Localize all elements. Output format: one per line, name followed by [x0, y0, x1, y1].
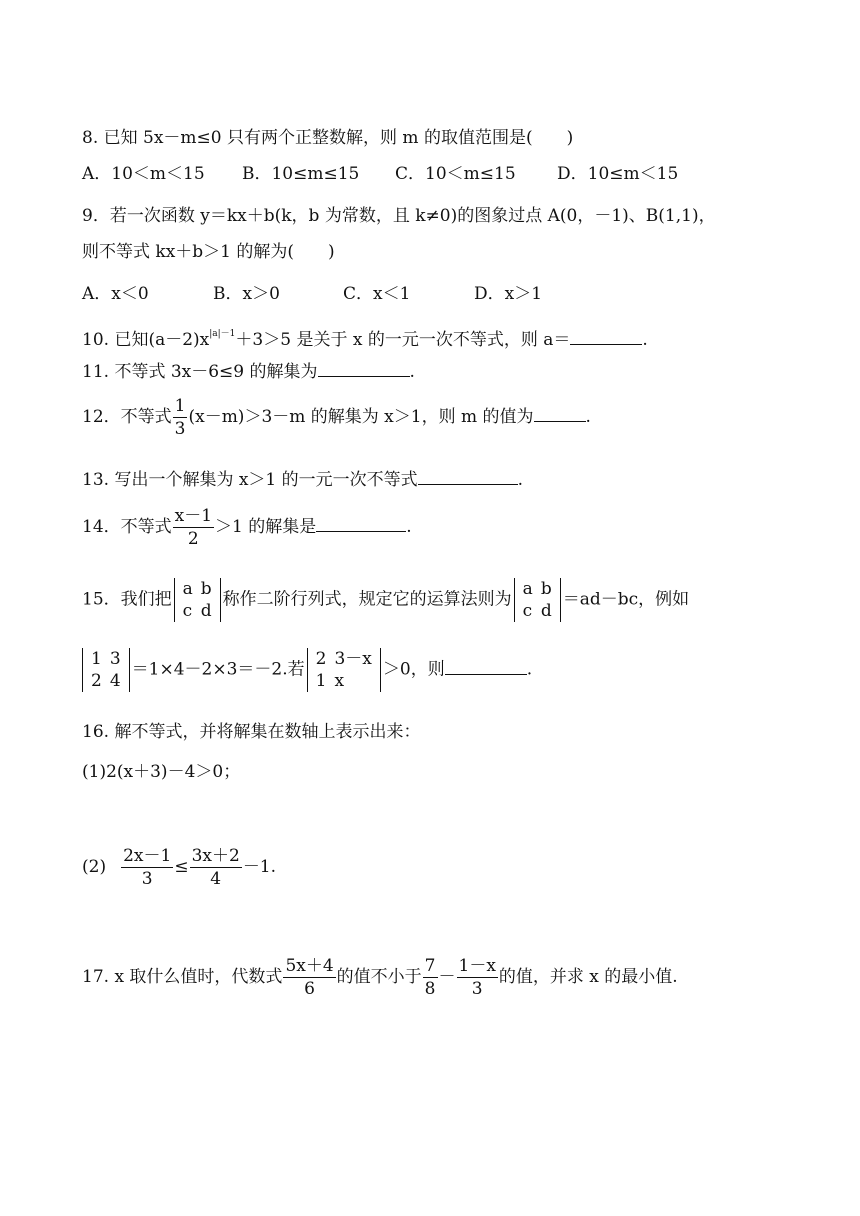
- q16-part1-text: (1)2(x＋3)－4＞0；: [82, 762, 241, 782]
- q14-answer-blank[interactable]: [316, 513, 406, 532]
- q17-fraction-1: [283, 956, 335, 999]
- q14-fraction-numerator: x－1: [174, 506, 213, 526]
- q17-fraction-1-numerator: 5x＋4: [285, 956, 334, 976]
- question-13: [82, 466, 523, 492]
- q12-post: (x－m)＞3－m 的解集为 x＞1，则 m 的值为: [188, 407, 534, 427]
- q11-answer-blank[interactable]: [318, 358, 410, 377]
- det1-c: c: [182, 601, 193, 621]
- q14-end: .: [406, 517, 412, 537]
- det1-a: a: [182, 579, 193, 599]
- q9-option-c: C．x＜1: [343, 284, 411, 304]
- det3-b: 3: [109, 649, 121, 669]
- q15-end: .: [526, 659, 533, 680]
- q16-relation: ≤: [174, 857, 189, 877]
- question-9-line1: [82, 204, 716, 228]
- q16-fraction-2-numerator: 3x＋2: [191, 846, 240, 866]
- q8-option-a: A．10＜m＜15: [82, 164, 205, 184]
- question-10: [82, 322, 648, 352]
- q17-fraction-2-numerator: 7: [424, 956, 436, 976]
- question-8: [82, 126, 573, 150]
- q16-fraction-1-numerator: 2x－1: [123, 846, 172, 866]
- q8-option-c: C．10＜m≤15: [395, 164, 516, 184]
- q14-fraction: [173, 506, 214, 549]
- q16-fraction-2-denominator: 4: [210, 869, 222, 889]
- det4-d: x: [334, 671, 345, 691]
- q15-mid: 称作二阶行列式，规定它的运算法则为: [222, 589, 512, 610]
- question-15-line1: [82, 578, 689, 622]
- det2-b: b: [540, 579, 552, 599]
- question-17: [82, 956, 678, 999]
- q17-fraction-2: [423, 956, 438, 999]
- q11-end: .: [409, 362, 415, 382]
- q16-part2-post: －1.: [242, 857, 277, 877]
- q15-post: ＝ad－bc，例如: [562, 589, 690, 610]
- q12-fraction-numerator: 1: [174, 396, 186, 416]
- q15-determinant-2: [514, 578, 561, 622]
- q8-stem: 8. 已知 5x－m≤0 只有两个正整数解，则 m 的取值范围是( ): [82, 128, 574, 148]
- q14-pre: 14．不等式: [82, 517, 172, 537]
- question-16: [82, 720, 420, 744]
- q17-pre: 17. x 取什么值时，代数式: [82, 967, 283, 987]
- q16-fraction-1: [121, 846, 173, 889]
- q16-part-1: [82, 760, 240, 784]
- q16-fraction-2: [190, 846, 242, 889]
- det4-a: 2: [315, 649, 327, 669]
- det3-a: 1: [91, 649, 102, 669]
- det1-d: d: [200, 601, 212, 621]
- det4-c: 1: [315, 671, 327, 691]
- q16-stem: 16. 解不等式，并将解集在数轴上表示出来：: [82, 722, 421, 742]
- question-15-line2: [82, 648, 532, 692]
- question-9-line2: [82, 240, 335, 264]
- q12-fraction-denominator: 3: [174, 419, 186, 439]
- det3-d: 4: [109, 671, 121, 691]
- det4-b: 3－x: [334, 649, 372, 669]
- det2-a: a: [522, 579, 533, 599]
- q14-fraction-denominator: 2: [187, 529, 199, 549]
- q13-text: 13. 写出一个解集为 x＞1 的一元一次不等式: [82, 470, 418, 490]
- q10-end: .: [642, 330, 648, 350]
- q17-mid: 的值不小于: [336, 967, 422, 987]
- q10-exponent: |a|－1: [209, 329, 236, 339]
- q9-option-b: B．x＞0: [213, 284, 280, 304]
- q17-post: 的值，并求 x 的最小值.: [498, 967, 678, 987]
- q11-text: 11. 不等式 3x－6≤9 的解集为: [82, 362, 318, 382]
- q15-mid2: ＝1×4－2×3＝－2.若: [131, 659, 305, 680]
- q10-answer-blank[interactable]: [570, 326, 642, 345]
- question-11: [82, 358, 415, 384]
- q12-answer-blank[interactable]: [534, 403, 586, 422]
- q8-option-d: D．10≤m＜15: [557, 164, 679, 184]
- det1-b: b: [200, 579, 212, 599]
- det2-d: d: [540, 601, 552, 621]
- q15-pre: 15．我们把: [82, 589, 172, 610]
- q13-answer-blank[interactable]: [418, 466, 518, 485]
- q17-fraction-2-denominator: 8: [424, 979, 436, 999]
- q8-option-b: B．10≤m≤15: [242, 164, 360, 184]
- q16-part-2: [82, 846, 276, 889]
- q10-post: ＋3＞5 是关于 x 的一元一次不等式，则 a＝: [235, 330, 571, 350]
- q15-post2: ＞0，则: [382, 659, 445, 680]
- q17-fraction-3-numerator: 1－x: [458, 956, 496, 976]
- det2-c: c: [522, 601, 533, 621]
- q9-option-a: A．x＜0: [82, 284, 149, 304]
- q9-stem-line2: 则不等式 kx＋b＞1 的解为( ): [82, 242, 335, 262]
- question-12: [82, 396, 591, 439]
- q12-pre: 12．不等式: [82, 407, 172, 427]
- q17-fraction-3: [457, 956, 498, 999]
- q10-pre: 10. 已知(a－2)x: [82, 330, 210, 350]
- q14-post: ＞1 的解集是: [215, 517, 317, 537]
- q15-determinant-1: [174, 578, 221, 622]
- q17-fraction-1-denominator: 6: [304, 979, 315, 999]
- question-14: [82, 506, 412, 549]
- q17-fraction-3-denominator: 3: [471, 979, 483, 999]
- q9-option-d: D．x＞1: [474, 284, 543, 304]
- det3-c: 2: [91, 671, 102, 691]
- q17-minus: －: [438, 967, 456, 987]
- q16-part2-label: (2): [82, 857, 107, 877]
- q12-fraction: [173, 396, 188, 439]
- q12-end: .: [585, 407, 591, 427]
- q15-determinant-4: [307, 648, 381, 692]
- q15-determinant-3: [82, 648, 130, 692]
- q9-stem-line1: 9．若一次函数 y＝kx＋b(k，b 为常数，且 k≠0)的图象过点 A(0，－1)、B(1,1)，: [82, 206, 716, 226]
- q16-fraction-1-denominator: 3: [141, 869, 153, 889]
- q13-end: .: [517, 470, 524, 490]
- q15-answer-blank[interactable]: [445, 656, 527, 675]
